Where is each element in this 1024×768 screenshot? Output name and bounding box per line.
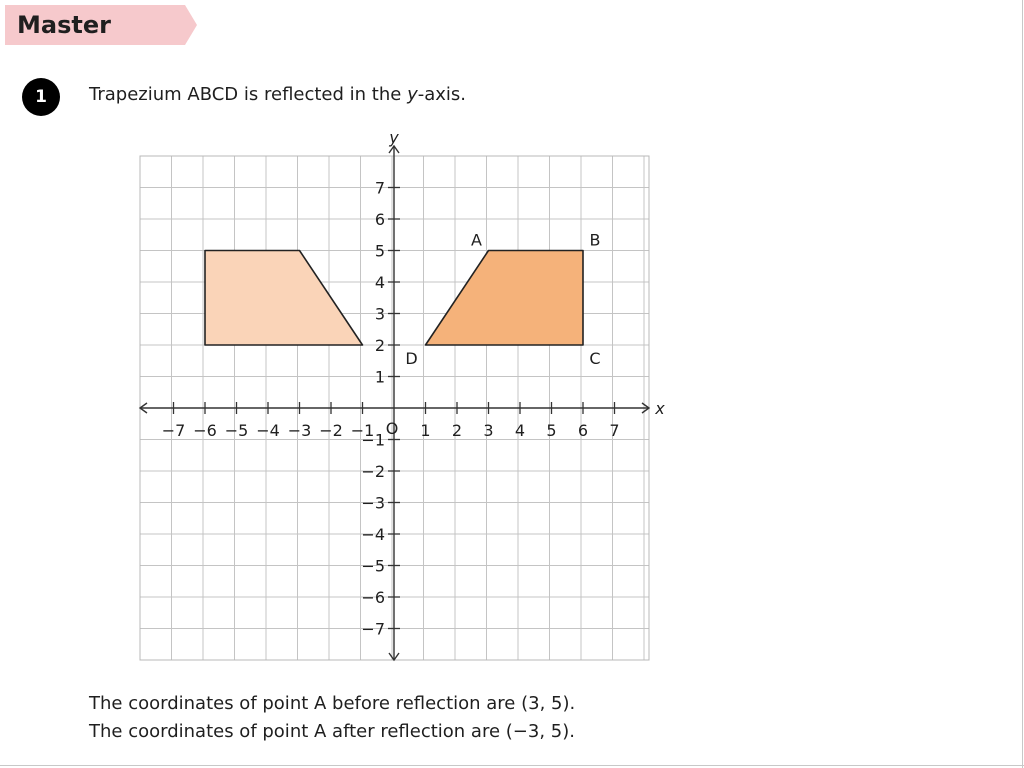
y-tick-label: 2 bbox=[374, 336, 385, 355]
y-tick-label: −2 bbox=[361, 462, 385, 481]
x-tick-label: −6 bbox=[193, 421, 217, 440]
page-border-right bbox=[1022, 0, 1023, 768]
master-label: Master bbox=[17, 11, 111, 39]
page-border-bottom bbox=[0, 765, 1024, 766]
trapezium-image bbox=[205, 251, 363, 346]
y-tick-label: −7 bbox=[361, 619, 385, 639]
y-tick-label: 6 bbox=[374, 210, 385, 229]
y-tick-label: −4 bbox=[361, 525, 385, 544]
x-tick-label: −3 bbox=[287, 421, 312, 440]
x-tick-label: −1 bbox=[350, 421, 375, 440]
x-tick-label: 3 bbox=[483, 421, 494, 440]
y-tick-label: −1 bbox=[361, 430, 385, 450]
y-tick-label: −3 bbox=[361, 493, 385, 513]
x-tick-label: 5 bbox=[546, 421, 557, 440]
trapezium-ABCD bbox=[426, 251, 584, 346]
x-tick-label: −2 bbox=[319, 421, 343, 440]
answer-before-reflection: The coordinates of point A before reflection are (3, 5). bbox=[89, 693, 576, 714]
x-axis-label: x bbox=[655, 399, 665, 418]
y-tick-label: −5 bbox=[361, 556, 385, 576]
vertex-label-B: B bbox=[589, 230, 601, 250]
x-tick-label: 4 bbox=[514, 421, 526, 440]
y-tick-label: 7 bbox=[374, 178, 385, 198]
x-tick-label: 2 bbox=[451, 421, 463, 440]
y-tick-label: 4 bbox=[374, 273, 385, 292]
question-text-prefix: Trapezium ABCD is reflected in the bbox=[89, 84, 408, 105]
x-tick-label: −7 bbox=[161, 421, 186, 440]
y-tick-label: −6 bbox=[361, 588, 385, 607]
vertex-label-C: C bbox=[589, 349, 601, 368]
origin-label: O bbox=[385, 419, 399, 438]
x-tick-label: 1 bbox=[420, 421, 431, 440]
question-text-axis: y bbox=[407, 84, 418, 105]
vertex-label-A: A bbox=[471, 230, 482, 250]
question-text-suffix: -axis. bbox=[417, 84, 466, 105]
x-tick-label: 6 bbox=[577, 421, 589, 440]
y-tick-label: 3 bbox=[374, 304, 385, 324]
y-tick-label: 1 bbox=[374, 367, 385, 387]
x-tick-label: −5 bbox=[224, 421, 249, 440]
x-tick-label: −4 bbox=[256, 421, 280, 440]
y-axis-label: y bbox=[389, 128, 399, 147]
y-tick-label: 5 bbox=[374, 241, 385, 261]
answer-after-reflection: The coordinates of point A after reflection are (−3, 5). bbox=[89, 721, 575, 742]
vertex-label-D: D bbox=[405, 349, 418, 368]
x-tick-label: 7 bbox=[609, 421, 620, 440]
question-number-badge: 1 bbox=[22, 78, 60, 116]
